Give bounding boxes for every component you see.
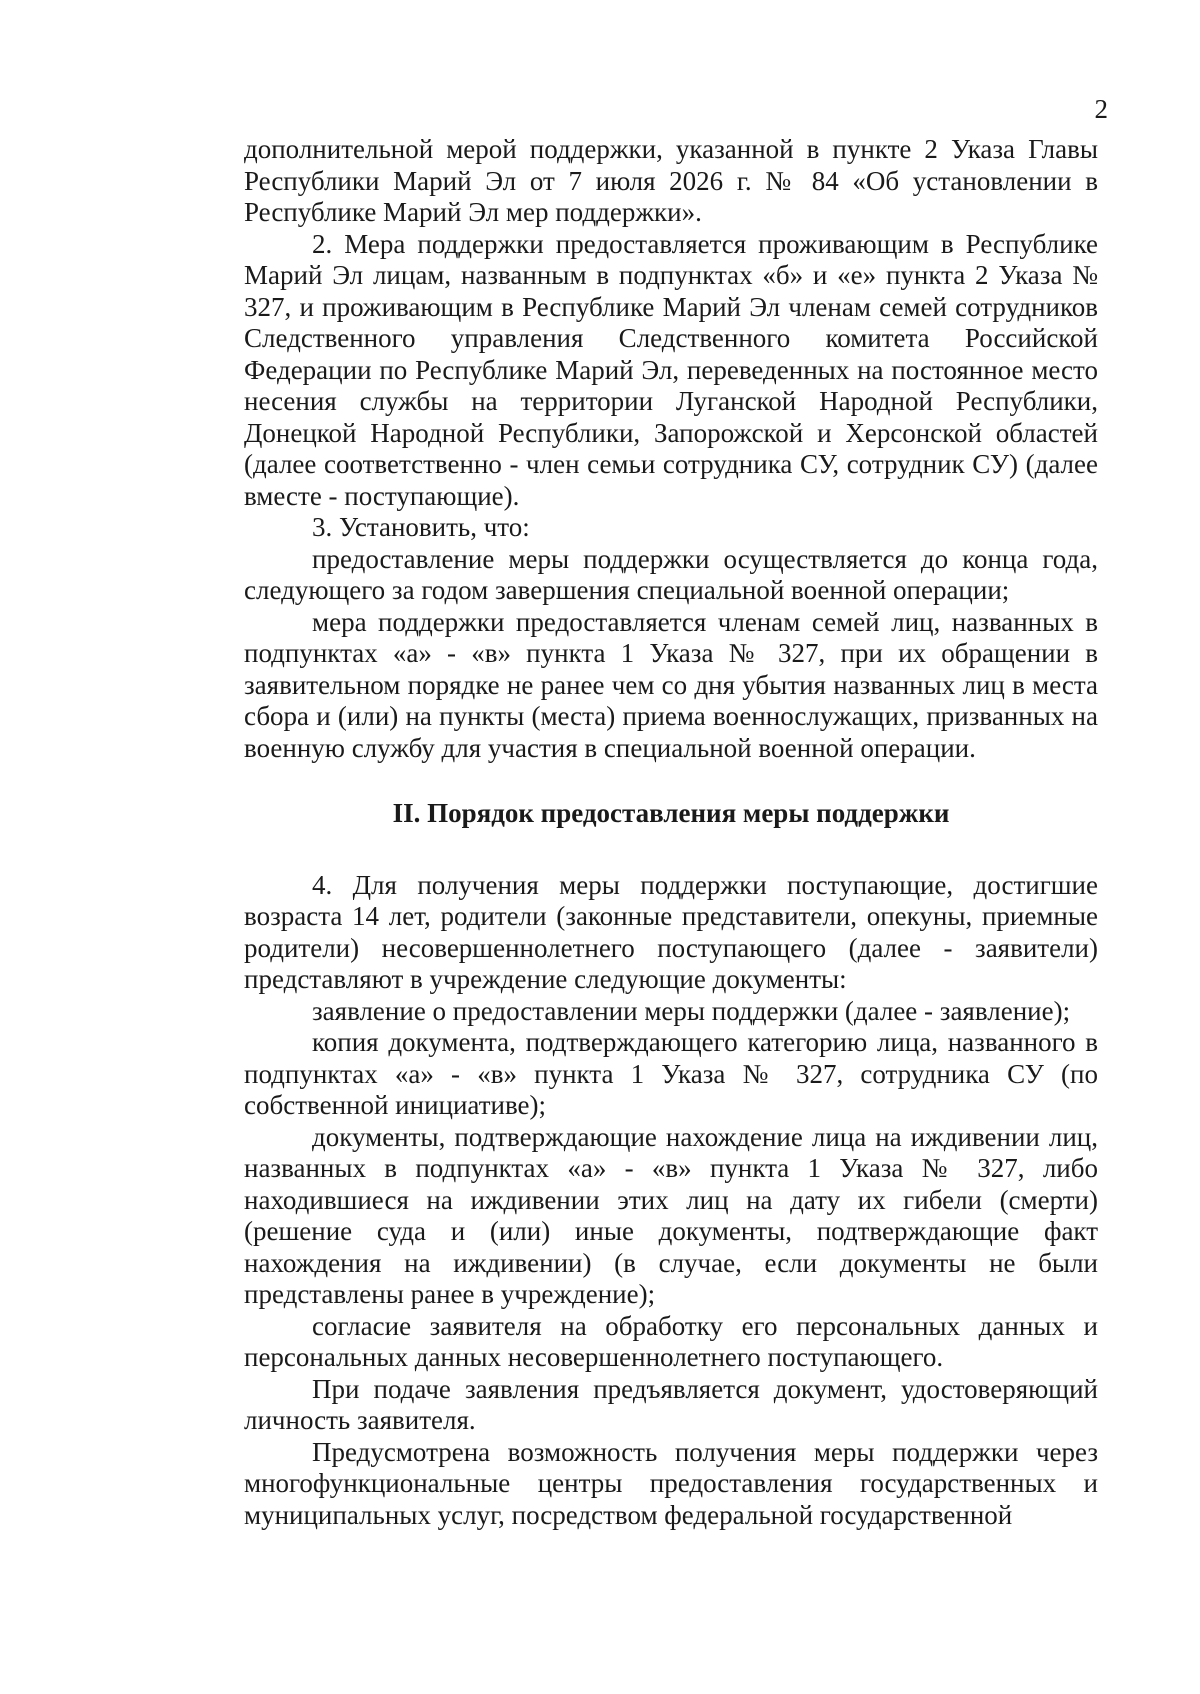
document-list-item-category-copy: копия документа, подтверждающего категорию лица, названного в подпунктах «а» - «в» пункта 1 Указа № 327, сотрудника СУ (по собственной инициативе);	[244, 1027, 1098, 1120]
paragraph-mfc-option: Предусмотрена возможность получения меры поддержки через многофункциональные центры предоставления государственных и муниципальных услуг, посредством федеральной государственной	[244, 1436, 1098, 1530]
paragraph-item-3-clause-1: предоставление меры поддержки осуществляется до конца года, следующего за годом завершения специальной военной операции;	[244, 543, 1098, 605]
document-list-item-dependency-proof: документы, подтверждающие нахождение лица на иждивении лиц, названных в подпунктах «а» - «в» пункта 1 Указа № 327, либо находившиеся на иждивении этих лиц на дату их гибели (смерти) (решение суда и (или) иные документы, подтверждающие факт нахождения на иждивении) (в случае, если документы не были представлены ранее в учреждение);	[244, 1121, 1098, 1309]
page-number: 2	[1094, 94, 1108, 124]
paragraph-identity-document: При подаче заявления предъявляется документ, удостоверяющий личность заявителя.	[244, 1373, 1098, 1435]
document-list-item-application: заявление о предоставлении меры поддержки (далее - заявление);	[312, 995, 1071, 1026]
paragraph-item-4: 4. Для получения меры поддержки поступающие, достигшие возраста 14 лет, родители (законные представители, опекуны, приемные родители) несовершеннолетнего поступающего (далее - заявители) представляют в учреждение следующие документы:	[244, 869, 1098, 994]
paragraph-continuation: дополнительной мерой поддержки, указанной в пункте 2 Указа Главы Республики Марий Эл от 7 июля 2026 г. № 84 «Об установлении в Республике Марий Эл мер поддержки».	[244, 134, 1098, 227]
document-list-item-consent: согласие заявителя на обработку его персональных данных и персональных данных несовершеннолетнего поступающего.	[244, 1310, 1098, 1372]
paragraph-item-3: 3. Установить, что:	[312, 512, 530, 542]
document-body	[244, 134, 1098, 1531]
paragraph-item-3-clause-2: мера поддержки предоставляется членам семей лиц, названных в подпунктах «а» - «в» пункта 1 Указа № 327, при их обращении в заявительном порядке не ранее чем со дня убытия названных лиц в места сбора и (или) на пункты (места) приема военнослужащих, призванных на военную службу для участия в специальной военной операции.	[244, 606, 1098, 763]
section-heading: II. Порядок предоставления меры поддержки	[392, 798, 950, 828]
paragraph-item-2: 2. Мера поддержки предоставляется проживающим в Республике Марий Эл лицам, названным в подпунктах «б» и «е» пункта 2 Указа № 327, и проживающим в Республике Марий Эл членам семей сотрудников Следственного управления Следственного комитета Российской Федерации по Республике Марий Эл, переведенных на постоянное место несения службы на территории Луганской Народной Республики, Донецкой Народной Республики, Запорожской и Херсонской областей (далее соответственно - член семьи сотрудника СУ, сотрудник СУ) (далее вместе - поступающие).	[244, 228, 1098, 511]
